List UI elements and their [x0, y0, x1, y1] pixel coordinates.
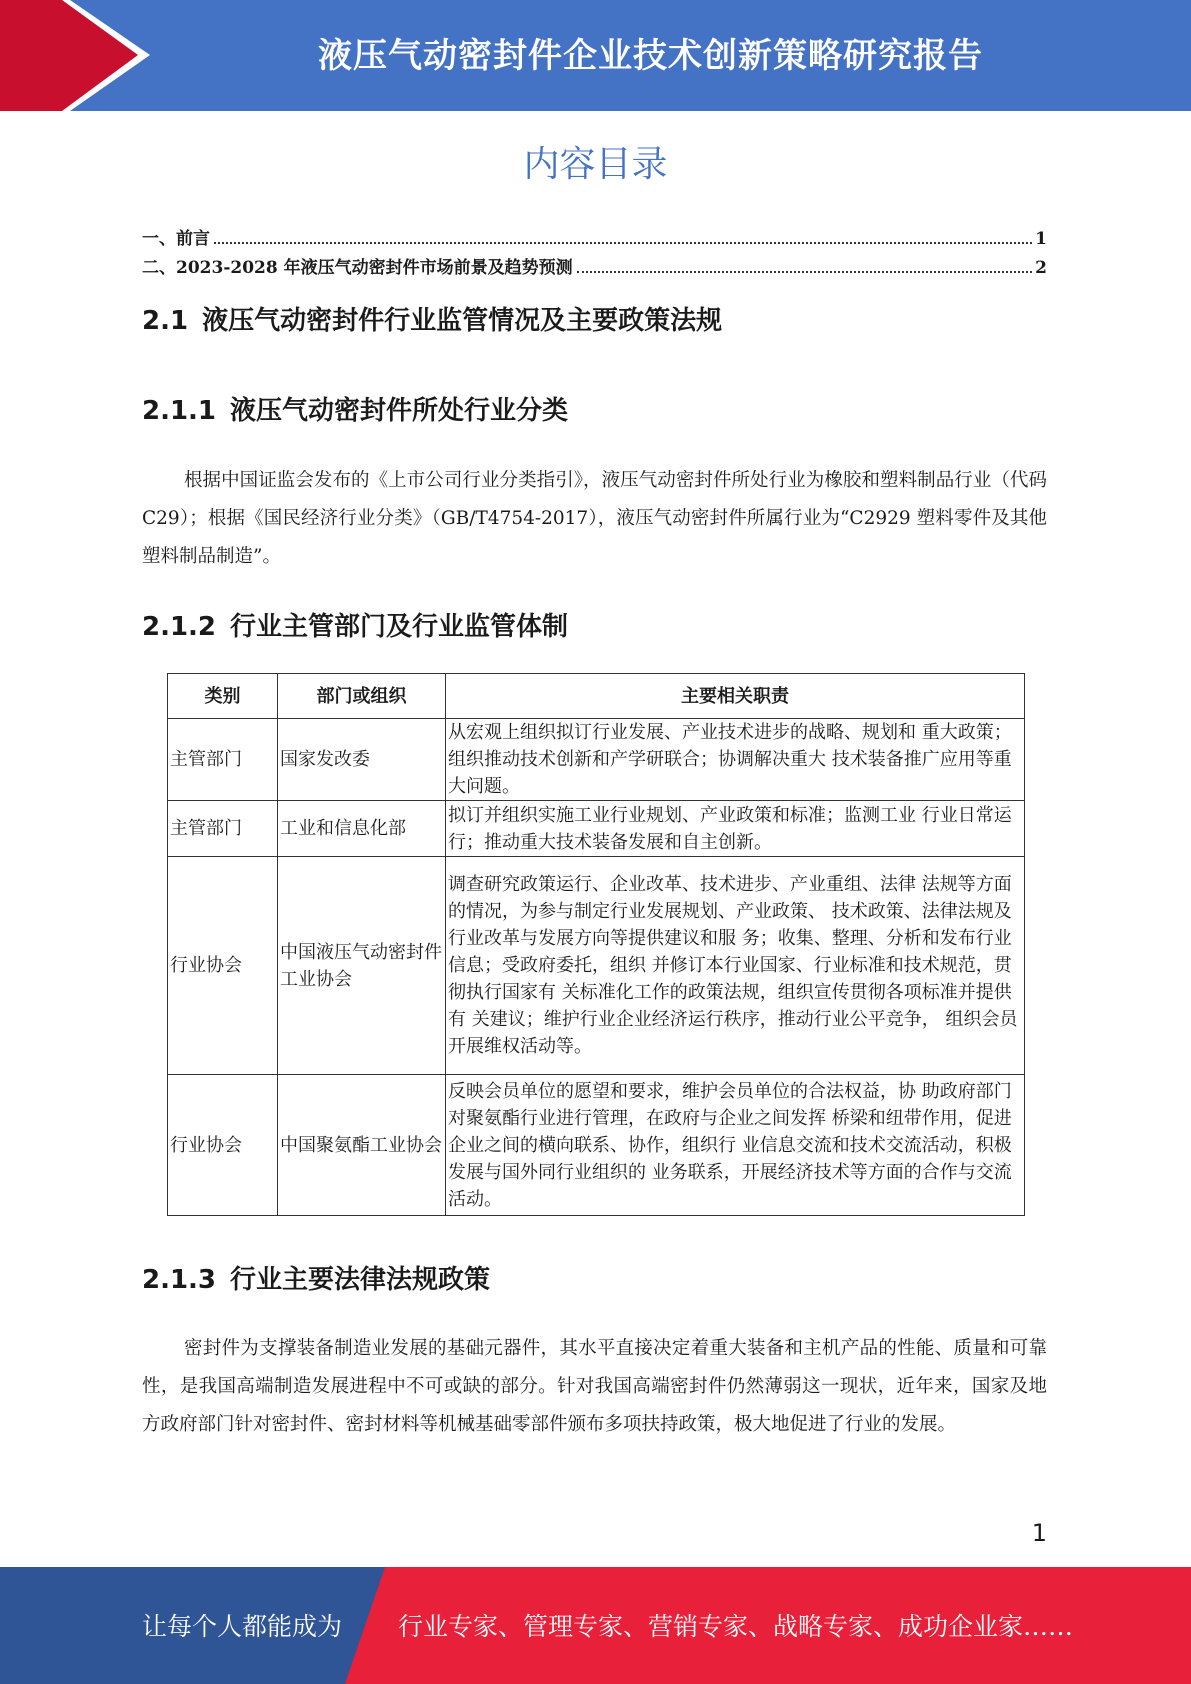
column-header: 类别 — [168, 674, 278, 719]
duty-cell: 调查研究政策运行、企业改革、技术进步、产业重组、法律 法规等方面的情况，为参与制定行业发展规划、产业政策、 技术政策、法律法规及行业改革与发展方向等提供建议和服 务；收集、整理、分析和发布行业信息；受政府委托，组织 并修订本行业国家、行业标准和技术规范，贯彻执行国家有 关标准化工作的政策法规，组织宣传贯彻各项标准并提供有 关建议；维护行业企业经济运行秩序，推动行业公平竞争， 组织会员开展维权活动等。 — [446, 857, 1025, 1075]
section-number: 2.1 — [142, 306, 189, 336]
org-cell: 国家发改委 — [278, 719, 446, 801]
footer-slogan-right: 行业专家、管理专家、营销专家、战略专家、成功企业家…… — [398, 1612, 1074, 1641]
report-title: 液压气动密封件企业技术创新策略研究报告 — [318, 36, 983, 76]
toc-leader-dots — [577, 271, 1033, 273]
org-cell: 中国液压气动密封件工业协会 — [278, 857, 446, 1075]
toc-entry-page: 2 — [1035, 258, 1047, 278]
table-row — [168, 801, 1025, 857]
org-cell: 工业和信息化部 — [278, 801, 446, 857]
section-title: 液压气动密封件所处行业分类 — [230, 396, 569, 426]
footer-banner — [0, 1567, 1191, 1684]
duty-cell: 拟订并组织实施工业行业规划、产业政策和标准；监测工业 行业日常运行；推动重大技术装备发展和自主创新。 — [446, 801, 1025, 857]
policy-paragraph: 密封件为支撑装备制造业发展的基础元器件，其水平直接决定着重大装备和主机产品的性能、质量和可靠性，是我国高端制造发展进程中不可或缺的部分。针对我国高端密封件仍然薄弱这一现状，近年来，国家及地方政府部门针对密封件、密封材料等机械基础零部件颁布多项扶持政策，极大地促进了行业的发展。 — [142, 1338, 1047, 1435]
category-cell: 行业协会 — [168, 1075, 278, 1216]
section-heading-2-1-1 — [142, 390, 568, 427]
page-number: 1 — [1031, 1519, 1047, 1547]
table-row — [168, 1075, 1025, 1216]
section-title: 行业主要法律法规政策 — [230, 1265, 491, 1295]
regulatory-bodies-table — [167, 673, 1025, 1216]
report-header-bar — [0, 0, 1191, 111]
table-header-row — [168, 674, 1025, 719]
toc-entry-label: 一、前言 — [142, 229, 210, 249]
duty-cell: 反映会员单位的愿望和要求，维护会员单位的合法权益，协 助政府部门对聚氨酯行业进行管理，在政府与企业之间发挥 桥梁和纽带作用，促进企业之间的横向联系、协作，组织行 业信息交流和技术交流活动，积极发展与国外同行业组织的 业务联系，开展经济技术等方面的合作与交流活动。 — [446, 1075, 1025, 1216]
org-cell: 中国聚氨酯工业协会 — [278, 1075, 446, 1216]
section-heading-2-1 — [142, 300, 722, 337]
section-heading-2-1-3 — [142, 1259, 490, 1296]
industry-classification-paragraph: 根据中国证监会发布的《上市公司行业分类指引》，液压气动密封件所处行业为橡胶和塑料制品行业（代码 C29）；根据《国民经济行业分类》（GB/T4754-2017），液压气动密封件所属行业为“C2929 塑料零件及其他塑料制品制造”。 — [142, 470, 1047, 567]
toc-entry-page: 1 — [1035, 229, 1047, 249]
column-header: 主要相关职责 — [446, 674, 1025, 719]
toc-entry[interactable] — [142, 254, 1047, 283]
category-cell: 主管部门 — [168, 801, 278, 857]
column-header: 部门或组织 — [278, 674, 446, 719]
section-number: 2.1.3 — [142, 1265, 217, 1295]
duty-cell: 从宏观上组织拟订行业发展、产业技术进步的战略、规划和 重大政策；组织推动技术创新和产学研联合；协调解决重大 技术装备推广应用等重大问题。 — [446, 719, 1025, 801]
category-cell: 主管部门 — [168, 719, 278, 801]
table-row — [168, 857, 1025, 1075]
section-heading-2-1-2 — [142, 606, 568, 643]
toc-entry-label: 二、2023-2028 年液压气动密封件市场前景及趋势预测 — [142, 258, 573, 278]
table-of-contents — [142, 225, 1047, 283]
toc-entry[interactable] — [142, 225, 1047, 254]
section-number: 2.1.2 — [142, 612, 217, 642]
section-number: 2.1.1 — [142, 396, 217, 426]
section-title: 液压气动密封件行业监管情况及主要政策法规 — [202, 306, 723, 336]
toc-leader-dots — [214, 242, 1032, 244]
table-row — [168, 719, 1025, 801]
footer-slogan-left: 让每个人都能成为 — [142, 1612, 343, 1641]
category-cell: 行业协会 — [168, 857, 278, 1075]
toc-heading: 内容目录 — [523, 144, 668, 185]
section-title: 行业主管部门及行业监管体制 — [230, 612, 569, 642]
